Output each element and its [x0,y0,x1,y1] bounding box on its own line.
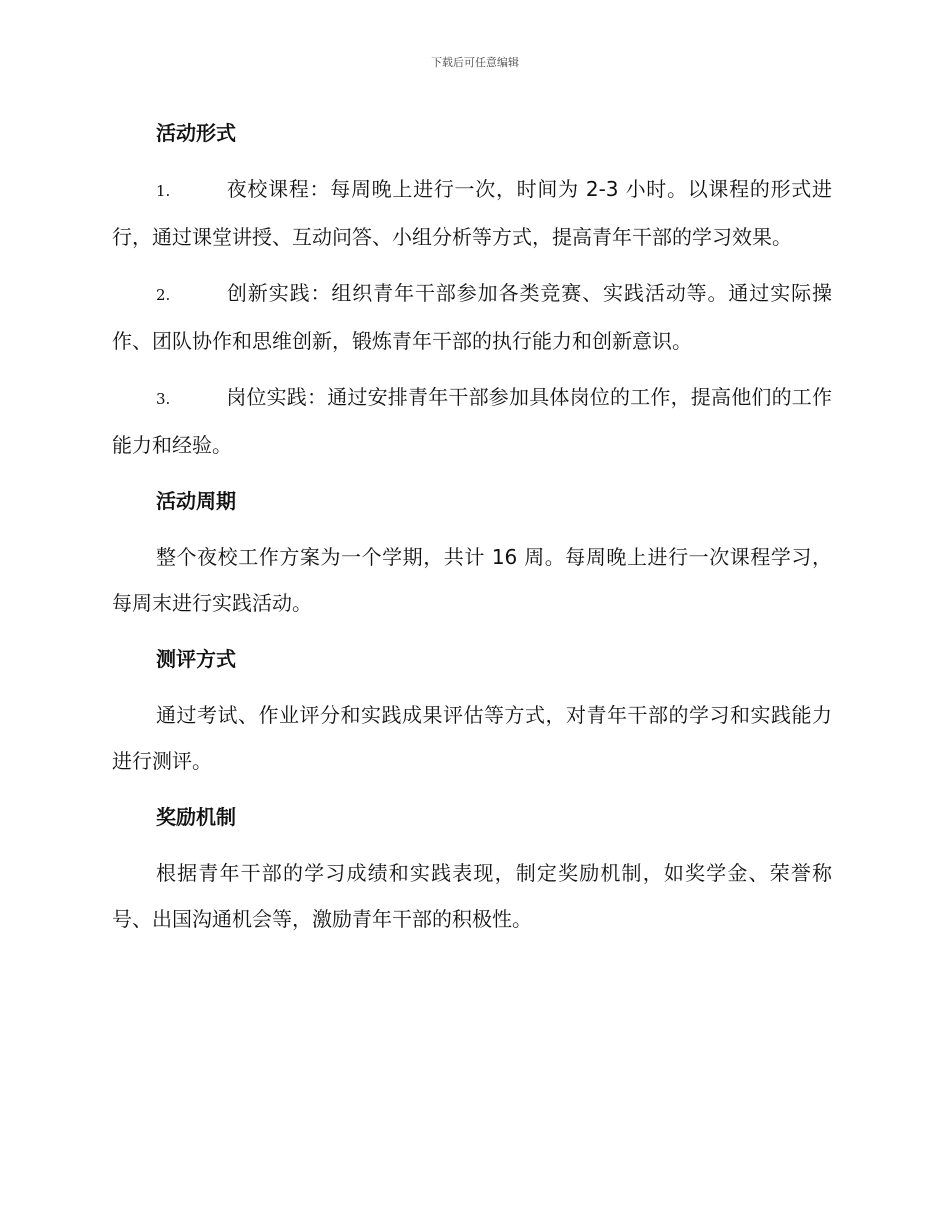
list-item-text: 夜校课程：每周晚上进行一次，时间为 2-3 小时。以课程的形式进行，通过课堂讲授、互动问答、小组分析等方式，提高青年干部的学习效果。 [112,177,832,249]
heading-rewards: 奖励机制 [156,805,236,829]
list-item-innovation-practice [112,270,832,364]
document-body [112,110,832,952]
header-note: 下载后可任意编辑 [431,56,519,69]
heading-activity-cycle: 活动周期 [156,489,236,513]
heading-evaluation: 测评方式 [156,647,236,671]
paragraph-evaluation: 通过考试、作业评分和实践成果评估等方式，对青年干部的学习和实践能力进行测评。 [112,703,832,773]
paragraph-rewards: 根据青年干部的学习成绩和实践表现，制定奖励机制，如奖学金、荣誉称号、出国沟通机会等，激励青年干部的积极性。 [112,861,832,931]
list-item-text: 创新实践：组织青年干部参加各类竞赛、实践活动等。通过实际操作、团队协作和思维创新，锻炼青年干部的执行能力和创新意识。 [112,281,832,353]
list-item-text: 岗位实践：通过安排青年干部参加具体岗位的工作，提高他们的工作能力和经验。 [112,385,832,457]
heading-activity-form: 活动形式 [156,121,236,145]
list-item-post-practice [112,374,832,468]
list-number: 2. [156,286,171,304]
paragraph-activity-cycle: 整个夜校工作方案为一个学期，共计 16 周。每周晚上进行一次课程学习，每周末进行实践活动。 [112,545,832,615]
list-number: 3. [156,390,171,408]
list-item-night-course [112,166,832,260]
list-number: 1. [156,182,171,200]
